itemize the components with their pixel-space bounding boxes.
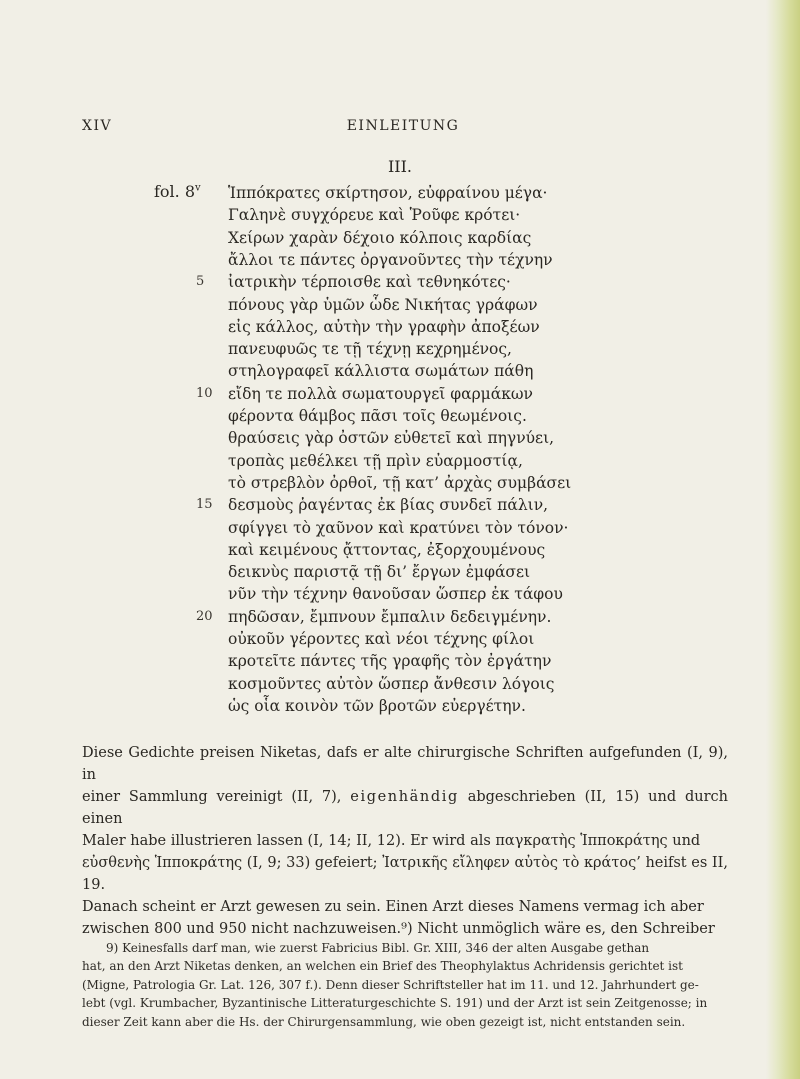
poem-line: στηλογραφεῖ κάλλιστα σωμάτων πάθη	[228, 362, 534, 381]
footnote-line: dieser Zeit kann aber die Hs. der Chirurgensammlung, wie oben gezeigt ist, nicht entstanden sein.	[82, 1014, 686, 1029]
poem-line: εἴδη τε πολλὰ σωματουργεῖ φαρμάκων	[228, 384, 533, 403]
emphasized-word: eigenhändig	[350, 789, 459, 805]
poem-line: ἰατρικὴν τέρποισθε καὶ τεθνηκότες·	[228, 273, 511, 292]
poem-line: Γαληνὲ συγχόρευε καὶ Ῥοῦφε κρότει·	[228, 206, 521, 225]
footnote-line: hat, an den Arzt Niketas denken, an welchen ein Brief des Theophylaktus Achridensis gerichtet ist	[82, 959, 684, 974]
poem-line: Χείρων χαρὰν δέχοιο κόλποις καρδίας	[228, 228, 532, 247]
folio-reference	[154, 182, 201, 201]
line-number: 20	[196, 608, 213, 624]
poem-line: ἄλλοι τε πάντες ὀργανοῦντες τὴν τέχνην	[228, 250, 553, 269]
poem-line: κροτεῖτε πάντες τῆς γραφῆς τὸν ἐργάτην	[228, 652, 552, 671]
poem-line: δεσμοὺς ῥαγέντας ἐκ βίας συνδεῖ πάλιν,	[228, 496, 549, 515]
poem-line: θραύσεις γὰρ ὀστῶν εὐθετεῖ καὶ πηγνύει,	[228, 429, 555, 448]
poem-line: φέροντα θάμβος πᾶσι τοῖς θεωμένοις.	[228, 407, 527, 425]
footnote	[82, 939, 728, 1031]
poem-line: τὸ στρεβλὸν ὀρθοῖ, τῇ κατ’ ἀρχὰς συμβάσει	[228, 473, 572, 492]
footnote-line: (Migne, Patrologia Gr. Lat. 126, 307 f.). Denn dieser Schriftsteller hat im 11. und 12. Jahrhundert ge-	[82, 977, 699, 992]
page-number: XIV	[82, 118, 113, 134]
poem-line: πηδῶσαν, ἔμπνουν ἔμπαλιν δεδειγμένην.	[228, 607, 552, 626]
poem-line: σφίγγει τὸ χαῦνον καὶ κρατύνει τὸν τόνον·	[228, 518, 569, 537]
prose-line: zwischen 800 und 950 nicht nachzuweisen.⁹) Nicht unmöglich wäre es, den Schreiber	[82, 921, 715, 937]
line-number: 15	[196, 497, 213, 513]
poem-line: πόνους γὰρ ὑμῶν ὧδε Νικήτας γράφων	[228, 295, 538, 314]
poem-line: τροπὰς μεθέλκει τῇ πρὶν εὐαρμοστίᾳ,	[228, 451, 523, 470]
poem-line: καὶ κειμένους ᾄττοντας, ἐξορχουμένους	[228, 540, 546, 559]
poem-line: οὐκοῦν γέροντες καὶ νέοι τέχνης φίλοι	[228, 630, 535, 648]
poem-line: κοσμοῦντες αὐτὸν ὥσπερ ἄνθεσιν λόγοις	[228, 674, 555, 693]
folio-verso-mark: v	[195, 182, 201, 194]
prose-line: Danach scheint er Arzt gewesen zu sein. Einen Arzt dieses Namens vermag ich aber	[82, 899, 704, 915]
poem-line: νῦν τὴν τέχνην θανοῦσαν ὥσπερ ἐκ τάφου	[228, 585, 563, 604]
poem-line: πανευφυῶς τε τῇ τέχνῃ κεχρημένος,	[228, 340, 512, 359]
line-number: 5	[196, 274, 205, 290]
running-header	[82, 118, 724, 140]
poem-line: Ἱππόκρατες σκίρτησον, εὐφραίνου μέγα·	[228, 184, 548, 202]
folio-label: fol. 8	[154, 182, 196, 201]
commentary-paragraph	[82, 742, 728, 940]
poem-line: ὡς οἷα κοινὸν τῶν βροτῶν εὐεργέτην.	[228, 696, 526, 715]
prose-line: εὐσθενὴς Ἱπποκράτης (I, 9; 33) gefeiert; Ἰατρικῆς εἴληφεν αὐτὸς τὸ κράτος’ heifst es II, 19.	[82, 855, 728, 893]
poem-line: δεικνὺς παριστᾷ τῇ δι’ ἔργων ἐμφάσει	[228, 563, 531, 582]
line-number: 10	[196, 385, 213, 401]
prose-line: einer Sammlung vereinigt (II, 7), eigenhändig abgeschrieben (II, 15) und durch einen	[82, 789, 729, 827]
section-number: III.	[387, 157, 413, 176]
prose-line: Diese Gedichte preisen Niketas, dafs er alte chirurgische Schriften aufgefunden (I, 9), in	[82, 745, 728, 783]
prose-line: Maler habe illustrieren lassen (I, 14; II, 12). Er wird als παγκρατὴς Ἱπποκράτης und	[82, 833, 701, 849]
footnote-line: 9) Keinesfalls darf man, wie zuerst Fabricius Bibl. Gr. XIII, 346 der alten Ausgabe gethan	[106, 941, 650, 955]
running-head-title: EINLEITUNG	[346, 118, 460, 134]
poem-line: εἰς κάλλος, αὐτὴν τὴν γραφὴν ἀποξέων	[228, 317, 540, 336]
footnote-line: lebt (vgl. Krumbacher, Byzantinische Litteraturgeschichte S. 191) und der Arzt ist sein Zeitgenosse; in	[82, 996, 708, 1011]
